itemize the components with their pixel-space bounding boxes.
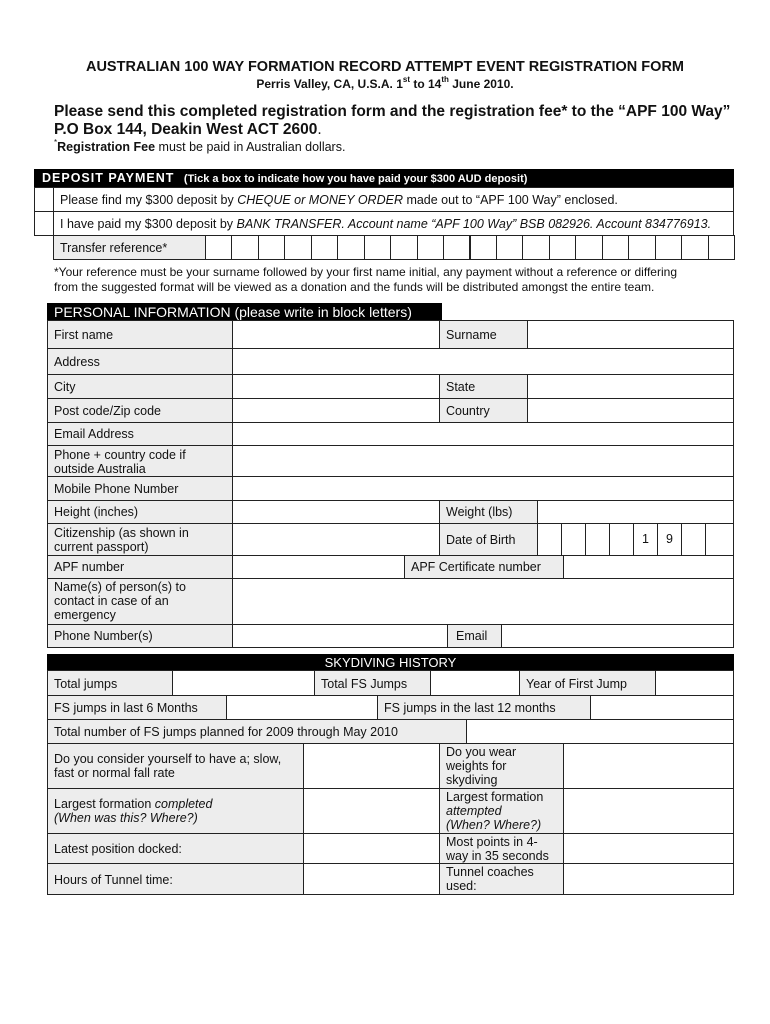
deposit-option-transfer (53, 211, 734, 236)
transfer-reference-char-cell[interactable] (470, 235, 497, 260)
transfer-reference-char-cell[interactable] (575, 235, 602, 260)
fall-rate-line1: Do you consider yourself to have a; slow, (54, 752, 282, 766)
deposit-option2-a: I have paid my $300 deposit by (60, 217, 237, 231)
fs-6m-field[interactable] (226, 695, 378, 720)
email-field[interactable] (232, 422, 734, 446)
weights-line3: skydiving (446, 773, 498, 787)
emergency-contact-label (47, 578, 233, 625)
height-field[interactable] (232, 500, 440, 524)
reference-note (54, 265, 677, 295)
deposit-header (34, 169, 734, 187)
deposit-header-title: DEPOSIT PAYMENT (42, 171, 175, 185)
transfer-reference-char-cell[interactable] (628, 235, 655, 260)
transfer-reference-char-cell[interactable] (655, 235, 682, 260)
total-fs-field[interactable] (430, 670, 520, 696)
phone-field[interactable] (232, 445, 734, 477)
fee-note (54, 140, 345, 154)
surname-field[interactable] (527, 320, 734, 349)
surname-label: Surname (439, 320, 528, 349)
largest-completed-field[interactable] (303, 788, 440, 834)
subtitle-part: to 14 (410, 77, 442, 91)
address-label: Address (47, 348, 233, 375)
transfer-reference-char-cell[interactable] (284, 235, 311, 260)
deposit-option-cheque (53, 187, 734, 212)
dob-digit-cell[interactable] (681, 523, 706, 556)
citizenship-field[interactable] (232, 523, 440, 556)
fs-12m-label: FS jumps in the last 12 months (377, 695, 591, 720)
weight-label: Weight (lbs) (439, 500, 538, 524)
country-field[interactable] (527, 398, 734, 423)
dob-digit-cell[interactable] (705, 523, 734, 556)
points-line1: Most points in 4- (446, 835, 538, 849)
transfer-reference-char-cell[interactable] (443, 235, 470, 260)
dob-digit-1[interactable]: 1 (633, 523, 658, 556)
position-docked-field[interactable] (303, 833, 440, 864)
attempted-line3: (When? Where?) (446, 818, 542, 832)
subtitle-sup: th (441, 75, 449, 84)
transfer-reference-char-cell[interactable] (681, 235, 708, 260)
phone-label (47, 445, 233, 477)
fall-rate-line2: fast or normal fall rate (54, 766, 175, 780)
dob-digit-cell[interactable] (585, 523, 610, 556)
postal-address: P.O Box 144, Deakin West ACT 2600 (54, 121, 318, 138)
transfer-reference-char-cell[interactable] (258, 235, 285, 260)
skydiving-header: SKYDIVING HISTORY (47, 654, 734, 671)
most-points-label (439, 833, 564, 864)
dob-digit-9[interactable]: 9 (657, 523, 682, 556)
fall-rate-field[interactable] (303, 743, 440, 789)
deposit-checkbox-transfer[interactable] (34, 211, 54, 236)
emergency-contact-field[interactable] (232, 578, 734, 625)
deposit-option2-b: BANK TRANSFER. Account name “APF 100 Way” BSB 082926. Account 834776913. (236, 217, 712, 231)
apf-number-field[interactable] (232, 555, 405, 579)
mobile-field[interactable] (232, 476, 734, 501)
instructions-line2 (54, 121, 322, 139)
coaches-line1: Tunnel coaches (446, 865, 534, 879)
phone-numbers-field[interactable] (232, 624, 448, 648)
transfer-reference-char-cell[interactable] (364, 235, 391, 260)
tunnel-coaches-label (439, 863, 564, 895)
dob-digit-cell[interactable] (561, 523, 586, 556)
postal-address-end: . (317, 121, 322, 138)
total-fs-label: Total FS Jumps (314, 670, 431, 696)
fs-6m-label: FS jumps in last 6 Months (47, 695, 227, 720)
weights-field[interactable] (563, 743, 734, 789)
largest-attempted-label (439, 788, 564, 834)
attempted-line1: Largest formation (446, 790, 544, 804)
points-line2: way in 35 seconds (446, 849, 549, 863)
apf-number-label: APF number (47, 555, 233, 579)
year-first-field[interactable] (655, 670, 734, 696)
weights-line1: Do you wear (446, 745, 517, 759)
coaches-line2: used: (446, 879, 477, 893)
fee-star: * (54, 138, 58, 147)
city-field[interactable] (232, 374, 440, 399)
personal-header: PERSONAL INFORMATION (please write in block letters) (47, 303, 442, 321)
subtitle-part: June 2010. (448, 77, 514, 91)
transfer-reference-char-cell[interactable] (390, 235, 417, 260)
reference-note-line2: from the suggested format will be viewed as a donation and the funds will be distributed amongst the entire team. (54, 280, 655, 294)
email2-label: Email (447, 624, 502, 648)
subtitle-sup: st (402, 75, 410, 84)
completed-line2: (When was this? Where?) (54, 811, 198, 825)
total-jumps-label: Total jumps (47, 670, 173, 696)
state-label: State (439, 374, 528, 399)
total-jumps-field[interactable] (172, 670, 315, 696)
tunnel-time-field[interactable] (303, 863, 440, 895)
subtitle-part: Perris Valley, CA, U.S.A. 1 (256, 77, 403, 91)
emergency-label-line3: emergency (54, 608, 116, 622)
fee-bold: Registration Fee (57, 140, 156, 154)
completed-line1-b: completed (154, 797, 213, 811)
email2-field[interactable] (501, 624, 734, 648)
transfer-reference-char-cell[interactable] (708, 235, 735, 260)
first-name-field[interactable] (232, 320, 440, 349)
citizenship-label-line1: Citizenship (as shown in (54, 526, 189, 540)
apf-cert-field[interactable] (563, 555, 734, 579)
dob-digit-cell[interactable] (609, 523, 634, 556)
weight-field[interactable] (537, 500, 734, 524)
deposit-checkbox-cheque[interactable] (34, 187, 54, 212)
city-label: City (47, 374, 233, 399)
form-title: AUSTRALIAN 100 WAY FORMATION RECORD ATTEMPT EVENT REGISTRATION FORM (85, 59, 684, 75)
planned-jumps-field[interactable] (466, 719, 734, 744)
form-subtitle (0, 77, 770, 91)
state-field[interactable] (527, 374, 734, 399)
attempted-line2: attempted (446, 804, 502, 818)
fs-12m-field[interactable] (590, 695, 734, 720)
transfer-reference-char-cell[interactable] (231, 235, 258, 260)
first-name-label: First name (47, 320, 233, 349)
transfer-reference-char-cell[interactable] (602, 235, 629, 260)
email-label: Email Address (47, 422, 233, 446)
year-first-label: Year of First Jump (519, 670, 656, 696)
transfer-reference-char-cell[interactable] (522, 235, 549, 260)
citizenship-label (47, 523, 233, 556)
tunnel-coaches-field[interactable] (563, 863, 734, 895)
phone-numbers-label: Phone Number(s) (47, 624, 233, 648)
planned-jumps-label: Total number of FS jumps planned for 2009 through May 2010 (47, 719, 467, 744)
emergency-label-line1: Name(s) of person(s) to (54, 580, 186, 594)
transfer-reference-label: Transfer reference* (53, 235, 206, 260)
deposit-option1-b: CHEQUE or MONEY ORDER (237, 193, 403, 207)
largest-attempted-field[interactable] (563, 788, 734, 834)
transfer-reference-char-cell[interactable] (549, 235, 576, 260)
transfer-reference-char-cell[interactable] (311, 235, 338, 260)
instructions-line1: Please send this completed registration form and the registration fee* to the “APF 100 Way” (54, 103, 731, 120)
postcode-label: Post code/Zip code (47, 398, 233, 423)
deposit-header-note: (Tick a box to indicate how you have paid your $300 AUD deposit) (183, 173, 528, 185)
deposit-option1-a: Please find my $300 deposit by (60, 193, 238, 207)
dob-digit-cell[interactable] (537, 523, 562, 556)
phone-label-line2: outside Australia (54, 462, 146, 476)
transfer-reference-char-cell[interactable] (417, 235, 444, 260)
dob-label: Date of Birth (439, 523, 538, 556)
position-docked-label: Latest position docked: (47, 833, 304, 864)
phone-label-line1: Phone + country code if (54, 448, 186, 462)
emergency-label-line2: contact in case of an (54, 594, 169, 608)
tunnel-time-label: Hours of Tunnel time: (47, 863, 304, 895)
most-points-field[interactable] (563, 833, 734, 864)
country-label: Country (439, 398, 528, 423)
postcode-field[interactable] (232, 398, 440, 423)
transfer-reference-char-cell[interactable] (205, 235, 232, 260)
weights-label (439, 743, 564, 789)
reference-note-line1: *Your reference must be your surname followed by your first name initial, any payment without a reference or differing (54, 265, 677, 279)
transfer-reference-char-cell[interactable] (496, 235, 523, 260)
fall-rate-label (47, 743, 304, 789)
address-field[interactable] (232, 348, 734, 375)
mobile-label: Mobile Phone Number (47, 476, 233, 501)
fee-rest: must be paid in Australian dollars. (155, 140, 346, 154)
apf-cert-label: APF Certificate number (404, 555, 564, 579)
completed-line1-a: Largest formation (54, 797, 155, 811)
citizenship-label-line2: current passport) (54, 540, 149, 554)
height-label: Height (inches) (47, 500, 233, 524)
deposit-option1-c: made out to “APF 100 Way” enclosed. (402, 193, 618, 207)
weights-line2: weights for (446, 759, 507, 773)
transfer-reference-char-cell[interactable] (337, 235, 364, 260)
largest-completed-label (47, 788, 304, 834)
